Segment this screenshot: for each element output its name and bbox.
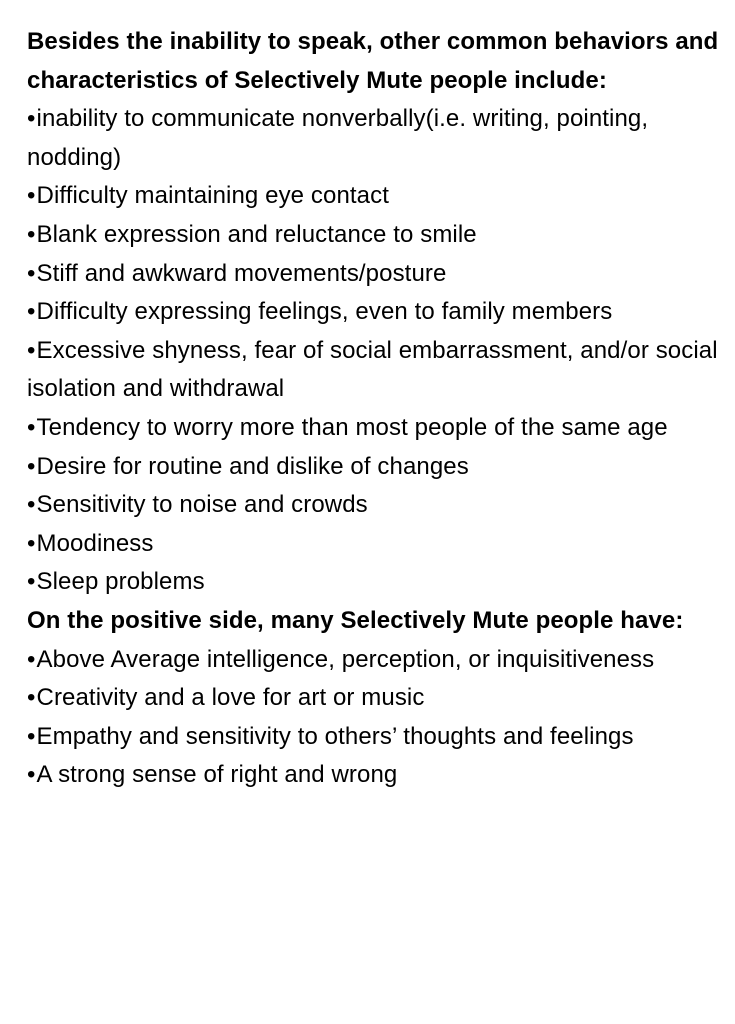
bullet-icon: • bbox=[27, 491, 36, 519]
list-item-text: Sensitivity to noise and crowds bbox=[36, 491, 368, 519]
section-heading-positive: On the positive side, many Selectively Mute people have: bbox=[27, 606, 684, 634]
list-item bbox=[27, 293, 727, 332]
list-item bbox=[27, 332, 727, 409]
list-item bbox=[27, 486, 727, 525]
bullet-icon: • bbox=[27, 529, 36, 557]
list-item-text: Stiff and awkward movements/posture bbox=[36, 259, 447, 287]
list-item bbox=[27, 255, 727, 294]
bullet-icon: • bbox=[27, 645, 36, 673]
document-body bbox=[27, 23, 727, 795]
list-item-text: A strong sense of right and wrong bbox=[36, 761, 398, 789]
list-item-text: Moodiness bbox=[36, 529, 154, 557]
list-item-text: Desire for routine and dislike of changes bbox=[36, 452, 469, 480]
bullet-icon: • bbox=[27, 684, 36, 712]
list-item-text: Above Average intelligence, perception, or inquisitiveness bbox=[36, 645, 655, 673]
bullet-icon: • bbox=[27, 568, 36, 596]
bullet-icon: • bbox=[27, 220, 36, 248]
list-item bbox=[27, 679, 727, 718]
list-item-text: Difficulty expressing feelings, even to family members bbox=[36, 298, 613, 326]
list-item-text: Creativity and a love for art or music bbox=[36, 684, 425, 712]
list-item-text: Excessive shyness, fear of social embarrassment, and/or social isolation and withdrawal bbox=[27, 336, 718, 403]
bullet-icon: • bbox=[27, 722, 36, 750]
bullet-icon: • bbox=[27, 452, 36, 480]
list-item-text: Sleep problems bbox=[36, 568, 205, 596]
bullet-icon: • bbox=[27, 182, 36, 210]
section-heading-behaviors: Besides the inability to speak, other common behaviors and characteristics of Selectively Mute people include: bbox=[27, 28, 719, 94]
list-item bbox=[27, 641, 727, 680]
list-item-text: Tendency to worry more than most people of the same age bbox=[36, 413, 668, 441]
list-item-text: inability to communicate nonverbally(i.e. writing, pointing, nodding) bbox=[27, 105, 649, 171]
bullet-icon: • bbox=[27, 298, 36, 326]
bullet-icon: • bbox=[27, 413, 36, 441]
list-item bbox=[27, 718, 727, 757]
bullet-icon: • bbox=[27, 259, 36, 287]
bullet-icon: • bbox=[27, 761, 36, 789]
list-item bbox=[27, 409, 727, 448]
bullet-icon: • bbox=[27, 105, 36, 133]
list-item bbox=[27, 448, 727, 487]
list-item-text: Difficulty maintaining eye contact bbox=[36, 182, 389, 210]
list-item bbox=[27, 563, 727, 602]
list-item bbox=[27, 100, 727, 177]
list-item bbox=[27, 177, 727, 216]
bullet-icon: • bbox=[27, 336, 36, 364]
list-item-text: Empathy and sensitivity to others’ thoughts and feelings bbox=[36, 722, 634, 750]
list-item bbox=[27, 525, 727, 564]
list-item bbox=[27, 216, 727, 255]
list-item bbox=[27, 756, 727, 795]
list-item-text: Blank expression and reluctance to smile bbox=[36, 220, 477, 248]
